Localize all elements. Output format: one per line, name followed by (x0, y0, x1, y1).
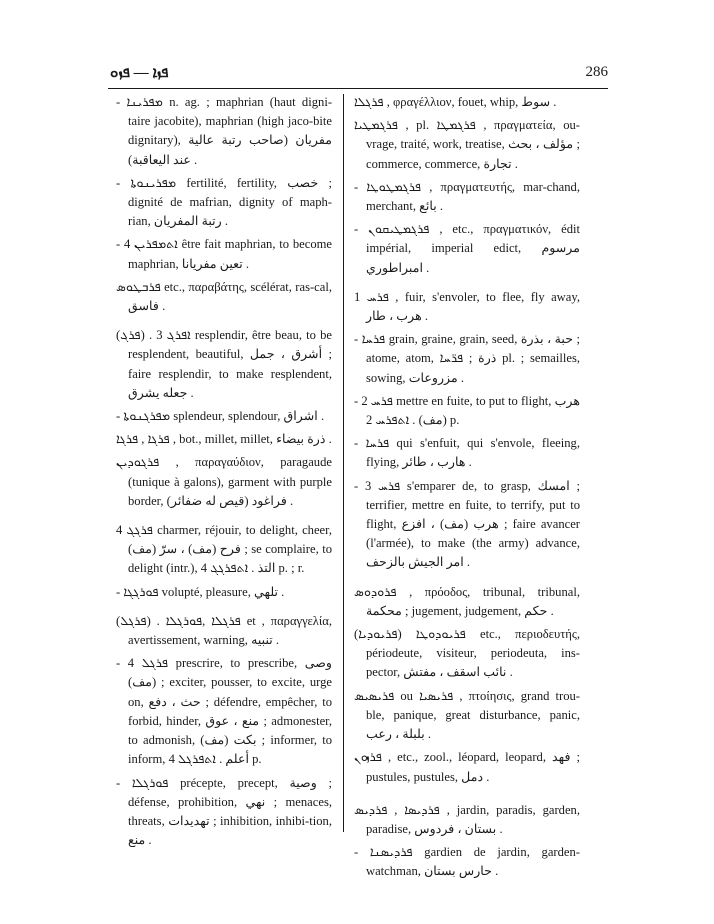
right-column (354, 93, 580, 886)
dictionary-entry: ܦܪܓܘܕܝܢ , παραγαύδιον, paragaude (tunique à galons), garment with purple border, فراغود (قيص له ضفائر) . (116, 455, 332, 508)
dictionary-entry: (ܦܪܓ) . ܐܦܪܓ 3 resplendir, être beau, to be resplendent, beautiful, أشرق ، جمل ; faire resplendir, to make resplendent, جعله يشرق . (116, 328, 332, 400)
dictionary-entry: - ܐܬܡܦܪܝܢ 4 être fait maphrian, to become maphrian, تعين مفريانا . (116, 237, 332, 271)
dictionary-entry: ܦܪܘܕܘܣ , πρόοδος, tribunal, tribunal, محكمة ; jugement, judgement, حكم . (354, 584, 580, 618)
running-header (108, 64, 608, 84)
dictionary-entry: - ܡܦܪܓܢܘܬܐ splendeur, splendour, اشراق . (116, 409, 325, 424)
dictionary-entry: 1 ܦܪܚ , fuir, s'envoler, to flee, fly away, هرب ، طار . (354, 289, 580, 324)
dictionary-entry: - ܦܪܚܐ qui s'enfuit, qui s'envole, fleeing, flying, هارب ، طائر . (354, 436, 580, 470)
dictionary-entry: - ܦܪܓܡܛܘܛܐ , πραγματευτής, mar-chand, merchant, بائع . (354, 179, 580, 214)
dictionary-entry: - ܦܪܓܡܛܝܩܘܢ , etc., πραγματικόν, édit impérial, imperial edict, مرسوم امبراطوري . (354, 222, 581, 275)
dictionary-entry: ܦܪܒܛܘܣ etc., παραβάτης, scélérat, ras-cal, فاسق . (116, 279, 332, 314)
dictionary-entry: - ܦܪܚ 3 s'emparer de, to grasp, امسك ; terrifier, mettre en fuite, to terrify, put to flight, هرب (مف) ، افزع ; faire avancer (l'armée), to make (the army) advance, امر الجيش بالزحف . (354, 478, 581, 570)
dictionary-entry: - ܦܪܓܠ 4 prescrire, to prescribe, وصى (مف) ; exciter, pousser, to excite, urge on, حث ، دفع ; défendre, empêcher, to forbid, hinder, منع ، عوق ; admonester, to admonish, بكت (مف) ; informer, to inform, أعلم . ܐܬܦܪܓܠ 4 p. (116, 656, 333, 767)
dictionary-entry: (ܦܪܝܘܕܝܐ) ܦܪܝܘܕܘܛܐ etc., περιοδευτής, périodeute, visiteur, periodeuta, ins-pector, نائب اسقف ، مفتش . (354, 627, 580, 680)
header-guide-words: ܦܙܐ — ܦܙܘ (110, 65, 169, 81)
dictionary-entry: ܦܪܝܣܝܣ ou ܦܪܝܣܝܐ , πτοίησις, grand trou-ble, panique, great disturbance, panic, بلبلة ، رعب . (354, 688, 581, 742)
dictionary-entry: - ܦܪܚܐ grain, graine, grain, seed, حبة ، بذرة ; atome, atom, ذرة ; ܦܪ̈ܚܐ pl. ; semailles, sowing, مزروعات . (354, 332, 580, 385)
dictionary-entry: - ܦܘܪܓܓܐ volupté, pleasure, تلهي . (116, 584, 285, 599)
dictionary-entry: - ܦܘܪܓܠܐ précepte, precept, وصية ; défense, prohibition, نهي ; menaces, threats, تهديدات ; inhibition, inhibi-tion, منع . (116, 775, 332, 848)
left-column (116, 93, 332, 854)
dictionary-entry: ܦܪܙܘܢ , etc., zool., léopard, leopard, فهد ; pustules, pustules, دمل . (354, 750, 580, 784)
dictionary-entry: - ܦܪܕܝܣܢܐ gardien de jardin, garden-watchman, حارس بستان . (354, 845, 580, 879)
column-divider (343, 94, 344, 832)
page-number: 286 (585, 64, 608, 80)
dictionary-entry: - ܦܪܚ 2 mettre en fuite, to put to flight, هرب (مف) . ܐܬܦܪܚ 2 p. (354, 393, 581, 428)
dictionary-entry: (ܦܪܓܠ) . ܦܪܓܠܐ ,ܦܘܪܓܠܐ et , παραγγελία, avertissement, warning, تنبيه . (116, 613, 332, 648)
dictionary-entry: - ܡܦܪܝܢܐ n. ag. ; maphrian (haut digni-taire jacobite), maphrian (high jaco-bite dignitary), مفريان (صاحب رتبة عالية عند اليعاقبة) . (116, 95, 333, 167)
header-rule (108, 88, 608, 89)
dictionary-entry: ܦܪܓܐ , ܦܪܓܐ , bot., millet, millet, ذرة بيضاء . (116, 432, 332, 447)
dictionary-entry: ܦܪܓܠܐ , φραγέλλιον, fouet, whip, سوط . (354, 95, 557, 109)
dictionary-entry: ܦܪܓܓ 4 charmer, réjouir, to delight, cheer, فرح (مف) ، سرّ (مف) ; se complaire, to delight (intr.), التذ . ܐܬܦܪܓܓ 4 p. ; r. (116, 523, 332, 576)
dictionary-entry: ܦܪܓܡܛܝܐ , pl. ܦܪܓܡܛܐ , πραγματεία, ou-vrage, traité, work, treatise, مؤلف ، بحث ; commerce, commerce, تجارة . (354, 118, 580, 171)
dictionary-entry: - ܡܦܪܝܢܘܬܐ fertilité, fertility, خصب ; dignité de mafrian, dignity of maph-rian, رتبة المفريان . (116, 175, 332, 229)
dictionary-entry: ܦܪܕܝܣܐ , ܦܪܕܝܣ , jardin, paradis, garden, paradise, بستان ، فردوس . (354, 802, 580, 836)
